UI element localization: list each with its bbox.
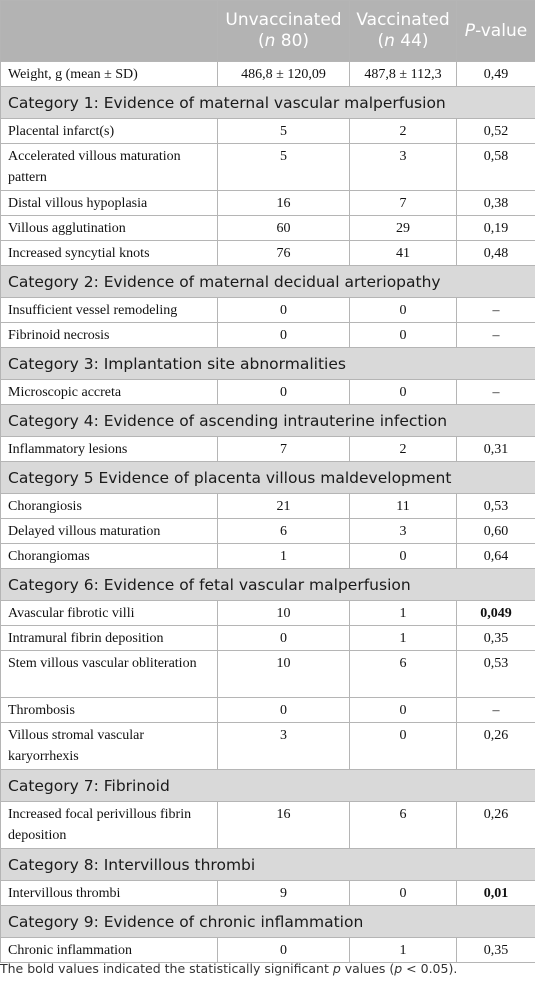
p-value: 0,19 (457, 216, 535, 241)
table-row (1, 881, 535, 906)
header-row (1, 1, 535, 62)
vaccinated-value: 3 (350, 144, 457, 191)
header-empty-cell (1, 1, 218, 62)
table-row (1, 802, 535, 849)
table-row (1, 216, 535, 241)
vaccinated-value: 1 (350, 601, 457, 626)
vaccinated-value: 0 (350, 881, 457, 906)
header-unvaccinated-n-letter: n (264, 31, 276, 51)
footnote-before: The bold values indicated the statistically significant (0, 961, 333, 976)
footnote-middle: values ( (340, 961, 395, 976)
footnote-p2: p (394, 961, 403, 976)
unvaccinated-value: 5 (218, 144, 350, 191)
category-label: Category 5 Evidence of placenta villous maldevelopment (1, 462, 535, 494)
vaccinated-value: 2 (350, 437, 457, 462)
table-row (1, 323, 535, 348)
row-label: Placental infarct(s) (1, 119, 218, 144)
vaccinated-value: 7 (350, 191, 457, 216)
unvaccinated-value: 7 (218, 437, 350, 462)
p-value: – (457, 380, 535, 405)
table-row (1, 62, 535, 87)
vaccinated-value: 1 (350, 938, 457, 963)
category-label: Category 6: Evidence of fetal vascular malperfusion (1, 569, 535, 601)
row-label: Increased focal perivillous fibrin deposition (1, 802, 218, 849)
row-label: Intramural fibrin deposition (1, 626, 218, 651)
category-row (1, 569, 535, 601)
category-label: Category 7: Fibrinoid (1, 770, 535, 802)
unvaccinated-value: 1 (218, 544, 350, 569)
unvaccinated-value: 486,8 ± 120,09 (218, 62, 350, 87)
category-row (1, 906, 535, 938)
header-unvaccinated-n-value: 80) (275, 31, 310, 51)
row-label: Distal villous hypoplasia (1, 191, 218, 216)
unvaccinated-value: 5 (218, 119, 350, 144)
row-label: Increased syncytial knots (1, 241, 218, 266)
header-vaccinated-n-value: 44) (394, 31, 429, 51)
row-label: Accelerated villous maturation pattern (1, 144, 218, 191)
category-row (1, 266, 535, 298)
table-body (1, 62, 535, 963)
category-row (1, 849, 535, 881)
table-row (1, 651, 535, 698)
p-value: 0,26 (457, 802, 535, 849)
table-row (1, 241, 535, 266)
unvaccinated-value: 60 (218, 216, 350, 241)
p-value: 0,049 (457, 601, 535, 626)
unvaccinated-value: 0 (218, 938, 350, 963)
header-vaccinated (350, 1, 457, 62)
footnote-after: < 0.05). (402, 961, 458, 976)
vaccinated-value: 0 (350, 298, 457, 323)
header-p-suffix: -value (475, 20, 528, 41)
table-row (1, 698, 535, 723)
unvaccinated-value: 0 (218, 698, 350, 723)
row-label: Villous stromal vascular karyorrhexis (1, 723, 218, 770)
header-unvaccinated-label: Unvaccinated (225, 10, 342, 30)
p-value: 0,01 (457, 881, 535, 906)
vaccinated-value: 41 (350, 241, 457, 266)
p-value: 0,38 (457, 191, 535, 216)
header-p-value (457, 1, 535, 62)
row-label: Fibrinoid necrosis (1, 323, 218, 348)
p-value: 0,58 (457, 144, 535, 191)
p-value: 0,64 (457, 544, 535, 569)
p-value: 0,53 (457, 651, 535, 698)
row-label: Intervillous thrombi (1, 881, 218, 906)
vaccinated-value: 3 (350, 519, 457, 544)
table-row (1, 298, 535, 323)
p-value: 0,60 (457, 519, 535, 544)
table-row (1, 601, 535, 626)
category-label: Category 1: Evidence of maternal vascular malperfusion (1, 87, 535, 119)
category-label: Category 2: Evidence of maternal decidual arteriopathy (1, 266, 535, 298)
row-label: Thrombosis (1, 698, 218, 723)
row-label: Weight, g (mean ± SD) (1, 62, 218, 87)
category-row (1, 348, 535, 380)
row-label: Avascular fibrotic villi (1, 601, 218, 626)
row-label: Microscopic accreta (1, 380, 218, 405)
header-vaccinated-n: (n 44) (377, 31, 429, 51)
table-row (1, 938, 535, 963)
table-row (1, 380, 535, 405)
header-vaccinated-label: Vaccinated (356, 10, 450, 30)
vaccinated-value: 29 (350, 216, 457, 241)
row-label: Delayed villous maturation (1, 519, 218, 544)
vaccinated-value: 2 (350, 119, 457, 144)
row-label: Chorangiosis (1, 494, 218, 519)
vaccinated-value: 0 (350, 380, 457, 405)
vaccinated-value: 1 (350, 626, 457, 651)
table-row (1, 191, 535, 216)
vaccinated-value: 11 (350, 494, 457, 519)
p-value: 0,48 (457, 241, 535, 266)
row-label: Chorangiomas (1, 544, 218, 569)
row-label: Insufficient vessel remodeling (1, 298, 218, 323)
category-label: Category 8: Intervillous thrombi (1, 849, 535, 881)
header-unvaccinated (218, 1, 350, 62)
table-row (1, 544, 535, 569)
vaccinated-value: 487,8 ± 112,3 (350, 62, 457, 87)
header-unvaccinated-n: (n 80) (257, 31, 310, 51)
p-value: – (457, 323, 535, 348)
category-row (1, 87, 535, 119)
table-row (1, 119, 535, 144)
row-label: Inflammatory lesions (1, 437, 218, 462)
unvaccinated-value: 6 (218, 519, 350, 544)
table-row (1, 494, 535, 519)
unvaccinated-value: 21 (218, 494, 350, 519)
vaccinated-value: 6 (350, 651, 457, 698)
vaccinated-value: 6 (350, 802, 457, 849)
p-value: 0,49 (457, 62, 535, 87)
unvaccinated-value: 76 (218, 241, 350, 266)
table-row (1, 144, 535, 191)
p-value: 0,35 (457, 938, 535, 963)
category-label: Category 9: Evidence of chronic inflammation (1, 906, 535, 938)
vaccinated-value: 0 (350, 323, 457, 348)
category-row (1, 405, 535, 437)
unvaccinated-value: 10 (218, 651, 350, 698)
p-value: 0,26 (457, 723, 535, 770)
p-value: 0,53 (457, 494, 535, 519)
vaccinated-value: 0 (350, 544, 457, 569)
table-row (1, 626, 535, 651)
unvaccinated-value: 16 (218, 802, 350, 849)
vaccinated-value: 0 (350, 698, 457, 723)
unvaccinated-value: 0 (218, 298, 350, 323)
unvaccinated-value: 3 (218, 723, 350, 770)
table-row (1, 437, 535, 462)
unvaccinated-value: 10 (218, 601, 350, 626)
unvaccinated-value: 9 (218, 881, 350, 906)
category-label: Category 3: Implantation site abnormalities (1, 348, 535, 380)
category-row (1, 770, 535, 802)
table-row (1, 519, 535, 544)
table-row (1, 723, 535, 770)
row-label: Chronic inflammation (1, 938, 218, 963)
header-p-letter: P (464, 20, 476, 41)
p-value: – (457, 298, 535, 323)
row-label: Stem villous vascular obliteration (1, 651, 218, 698)
p-value: 0,31 (457, 437, 535, 462)
vaccinated-value: 0 (350, 723, 457, 770)
row-label: Villous agglutination (1, 216, 218, 241)
unvaccinated-value: 0 (218, 323, 350, 348)
p-value: 0,35 (457, 626, 535, 651)
header-vaccinated-n-letter: n (384, 31, 395, 51)
unvaccinated-value: 0 (218, 626, 350, 651)
unvaccinated-value: 0 (218, 380, 350, 405)
category-label: Category 4: Evidence of ascending intrauterine infection (1, 405, 535, 437)
p-value: 0,52 (457, 119, 535, 144)
unvaccinated-value: 16 (218, 191, 350, 216)
footnote-p: p (332, 961, 341, 976)
p-value: – (457, 698, 535, 723)
footnote (0, 961, 457, 976)
category-row (1, 462, 535, 494)
